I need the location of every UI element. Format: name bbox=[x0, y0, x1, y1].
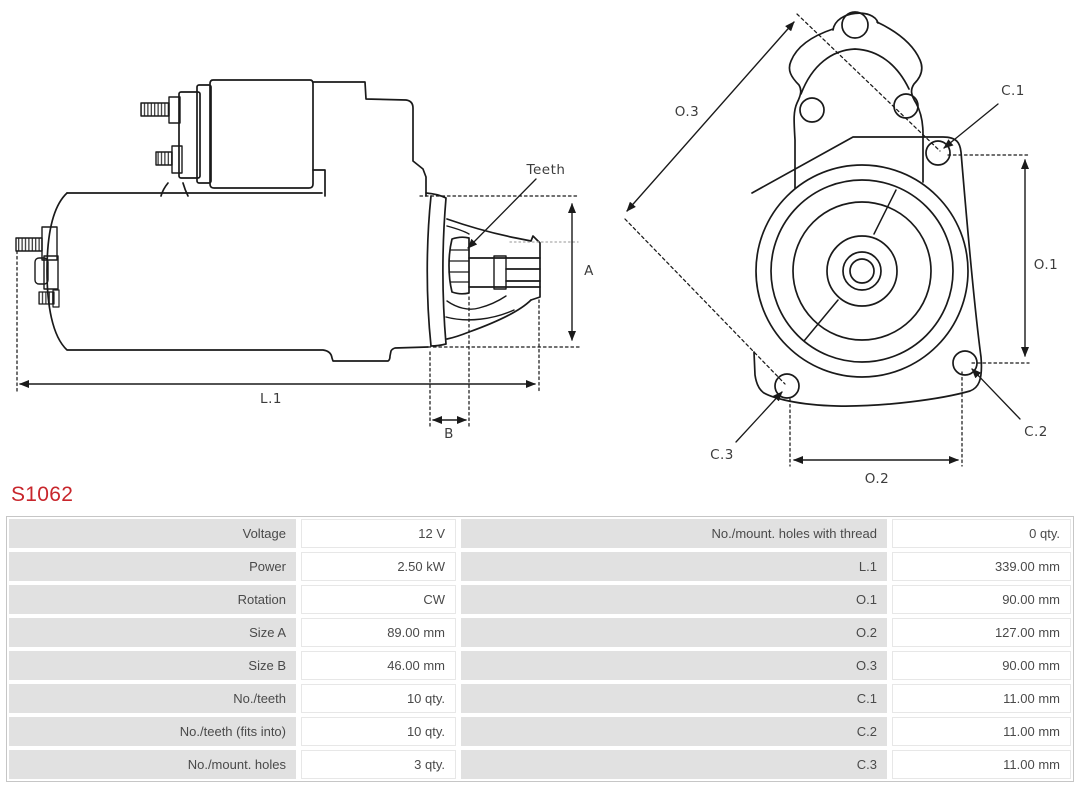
spec-value: 11.00 mm bbox=[892, 750, 1071, 779]
spec-value: 0 qty. bbox=[892, 519, 1071, 548]
spec-label: No./mount. holes bbox=[9, 750, 296, 779]
table-row bbox=[9, 618, 1071, 647]
teeth-label: Teeth bbox=[526, 162, 566, 178]
spec-label: C.2 bbox=[461, 717, 887, 746]
table-row bbox=[9, 519, 1071, 548]
drive-end-housing bbox=[426, 193, 540, 346]
spec-label: O.2 bbox=[461, 618, 887, 647]
spec-value: 10 qty. bbox=[301, 717, 456, 746]
dim-label-o1: O.1 bbox=[1033, 257, 1059, 273]
spec-label: Size B bbox=[9, 651, 296, 680]
spec-value: CW bbox=[301, 585, 456, 614]
dim-label-c2: C.2 bbox=[1024, 424, 1048, 440]
terminal-stud bbox=[141, 103, 169, 116]
c2-pointer-arrow bbox=[972, 369, 1020, 419]
spec-table bbox=[6, 516, 1074, 782]
housing-circles bbox=[756, 165, 968, 377]
solenoid bbox=[141, 80, 426, 196]
c3-pointer-arrow bbox=[736, 392, 782, 442]
spec-value: 11.00 mm bbox=[892, 684, 1071, 713]
dim-label-c1: C.1 bbox=[1001, 83, 1025, 99]
spec-value: 3 qty. bbox=[301, 750, 456, 779]
dim-label-o2: O.2 bbox=[864, 471, 890, 487]
spec-value: 90.00 mm bbox=[892, 585, 1071, 614]
spec-value: 339.00 mm bbox=[892, 552, 1071, 581]
spec-label: L.1 bbox=[461, 552, 887, 581]
table-row bbox=[9, 552, 1071, 581]
dim-label-c3: C.3 bbox=[710, 447, 734, 463]
dim-label-o3: O.3 bbox=[674, 104, 700, 120]
spec-label: No./teeth bbox=[9, 684, 296, 713]
spec-value: 90.00 mm bbox=[892, 651, 1071, 680]
spec-value: 12 V bbox=[301, 519, 456, 548]
spec-value: 10 qty. bbox=[301, 684, 456, 713]
mounting-flange bbox=[752, 137, 981, 406]
body-terminal-stud bbox=[16, 238, 42, 251]
spec-label: Size A bbox=[9, 618, 296, 647]
motor-body bbox=[16, 193, 428, 361]
spec-value: 46.00 mm bbox=[301, 651, 456, 680]
teeth-pointer-arrow bbox=[468, 179, 536, 248]
spec-label: Rotation bbox=[9, 585, 296, 614]
spec-label: No./teeth (fits into) bbox=[9, 717, 296, 746]
pinion-gear bbox=[449, 237, 469, 294]
bracket-hole bbox=[842, 12, 868, 38]
spec-value: 127.00 mm bbox=[892, 618, 1071, 647]
table-row bbox=[9, 684, 1071, 713]
spec-label: C.1 bbox=[461, 684, 887, 713]
table-row bbox=[9, 717, 1071, 746]
spec-value: 2.50 kW bbox=[301, 552, 456, 581]
table-row bbox=[9, 750, 1071, 779]
spec-value: 11.00 mm bbox=[892, 717, 1071, 746]
spec-label: O.3 bbox=[461, 651, 887, 680]
terminal-stud bbox=[156, 152, 172, 165]
front-view-dimensions bbox=[625, 14, 1058, 487]
side-view-dimensions bbox=[17, 162, 594, 442]
part-number: S1062 bbox=[11, 483, 74, 506]
bracket-hole bbox=[800, 98, 824, 122]
spec-label: C.3 bbox=[461, 750, 887, 779]
dim-label-a: A bbox=[584, 263, 594, 279]
side-view-drawing bbox=[16, 80, 594, 442]
spec-label: No./mount. holes with thread bbox=[461, 519, 887, 548]
mount-hole-c3 bbox=[775, 374, 799, 398]
dim-label-l1: L.1 bbox=[260, 391, 282, 407]
spec-value: 89.00 mm bbox=[301, 618, 456, 647]
spec-label: Power bbox=[9, 552, 296, 581]
table-row bbox=[9, 651, 1071, 680]
bracket-hole bbox=[894, 94, 918, 118]
c1-pointer-arrow bbox=[944, 104, 998, 148]
dim-label-b: B bbox=[444, 426, 454, 442]
table-row bbox=[9, 585, 1071, 614]
solenoid-housing bbox=[313, 82, 426, 196]
mount-hole-c1 bbox=[926, 141, 950, 165]
front-view-drawing bbox=[625, 12, 1058, 487]
spec-label: Voltage bbox=[9, 519, 296, 548]
body-terminal-stud bbox=[39, 292, 54, 304]
spec-label: O.1 bbox=[461, 585, 887, 614]
